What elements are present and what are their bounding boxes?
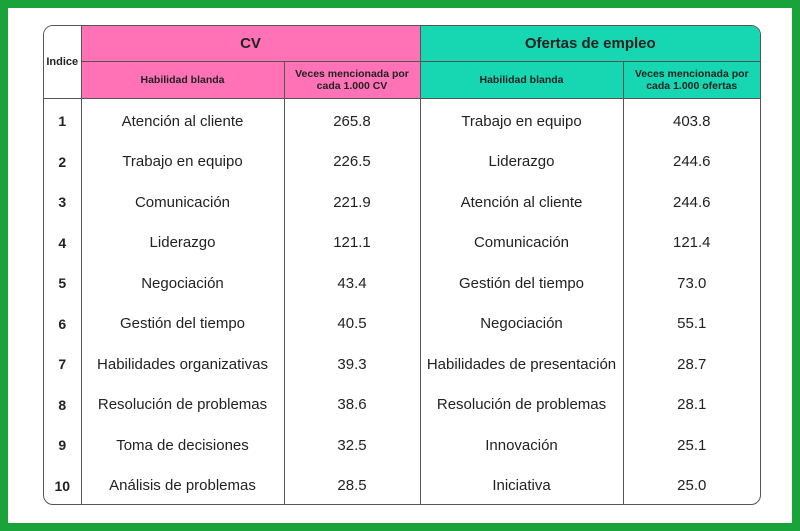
job-skill-cell: Atención al cliente [420, 182, 623, 223]
table-row [44, 99, 760, 142]
job-skill-header: Habilidad blanda [420, 62, 623, 99]
table-body [44, 99, 760, 506]
job-value-header: Veces mencionada por cada 1.000 ofertas [623, 62, 760, 99]
row-index: 3 [44, 182, 81, 223]
job-value-cell: 28.1 [623, 385, 760, 426]
table-row [44, 425, 760, 466]
job-skill-cell: Iniciativa [420, 466, 623, 506]
table-row [44, 223, 760, 264]
job-value-cell: 403.8 [623, 99, 760, 142]
figure-frame [8, 8, 792, 523]
job-value-cell: 55.1 [623, 304, 760, 345]
cv-value-cell: 121.1 [284, 223, 420, 264]
job-value-cell: 25.1 [623, 425, 760, 466]
job-value-cell: 121.4 [623, 223, 760, 264]
cv-skill-cell: Liderazgo [81, 223, 284, 264]
skills-table [44, 26, 760, 505]
group-header-cv: CV [81, 26, 420, 62]
job-skill-cell: Resolución de problemas [420, 385, 623, 426]
table-row [44, 344, 760, 385]
row-index: 5 [44, 263, 81, 304]
cv-value-cell: 28.5 [284, 466, 420, 506]
job-skill-cell: Trabajo en equipo [420, 99, 623, 142]
job-skill-cell: Comunicación [420, 223, 623, 264]
cv-value-cell: 221.9 [284, 182, 420, 223]
row-index: 4 [44, 223, 81, 264]
cv-value-header: Veces mencionada por cada 1.000 CV [284, 62, 420, 99]
table-row [44, 142, 760, 183]
table-row [44, 304, 760, 345]
cv-value-cell: 265.8 [284, 99, 420, 142]
table-row [44, 263, 760, 304]
cv-skill-cell: Habilidades organizativas [81, 344, 284, 385]
job-skill-cell: Habilidades de presentación [420, 344, 623, 385]
cv-value-cell: 40.5 [284, 304, 420, 345]
row-index: 2 [44, 142, 81, 183]
job-skill-cell: Negociación [420, 304, 623, 345]
cv-skill-cell: Atención al cliente [81, 99, 284, 142]
job-value-cell: 25.0 [623, 466, 760, 506]
cv-value-cell: 226.5 [284, 142, 420, 183]
cv-value-cell: 43.4 [284, 263, 420, 304]
cv-value-cell: 39.3 [284, 344, 420, 385]
job-skill-cell: Liderazgo [420, 142, 623, 183]
cv-skill-cell: Comunicación [81, 182, 284, 223]
job-value-cell: 244.6 [623, 142, 760, 183]
cv-skill-cell: Análisis de problemas [81, 466, 284, 506]
job-value-cell: 244.6 [623, 182, 760, 223]
row-index: 6 [44, 304, 81, 345]
job-value-cell: 73.0 [623, 263, 760, 304]
job-skill-cell: Gestión del tiempo [420, 263, 623, 304]
row-index: 9 [44, 425, 81, 466]
cv-skill-header: Habilidad blanda [81, 62, 284, 99]
cv-skill-cell: Toma de decisiones [81, 425, 284, 466]
cv-skill-cell: Resolución de problemas [81, 385, 284, 426]
cv-value-cell: 32.5 [284, 425, 420, 466]
table-row [44, 182, 760, 223]
table-row [44, 466, 760, 506]
row-index: 8 [44, 385, 81, 426]
cv-value-cell: 38.6 [284, 385, 420, 426]
cv-skill-cell: Gestión del tiempo [81, 304, 284, 345]
index-header: Indice [44, 26, 81, 99]
table-row [44, 385, 760, 426]
row-index: 1 [44, 99, 81, 142]
group-header-jobs: Ofertas de empleo [420, 26, 760, 62]
row-index: 10 [44, 466, 81, 506]
cv-skill-cell: Trabajo en equipo [81, 142, 284, 183]
job-value-cell: 28.7 [623, 344, 760, 385]
job-skill-cell: Innovación [420, 425, 623, 466]
skills-table-container [43, 25, 761, 505]
cv-skill-cell: Negociación [81, 263, 284, 304]
row-index: 7 [44, 344, 81, 385]
